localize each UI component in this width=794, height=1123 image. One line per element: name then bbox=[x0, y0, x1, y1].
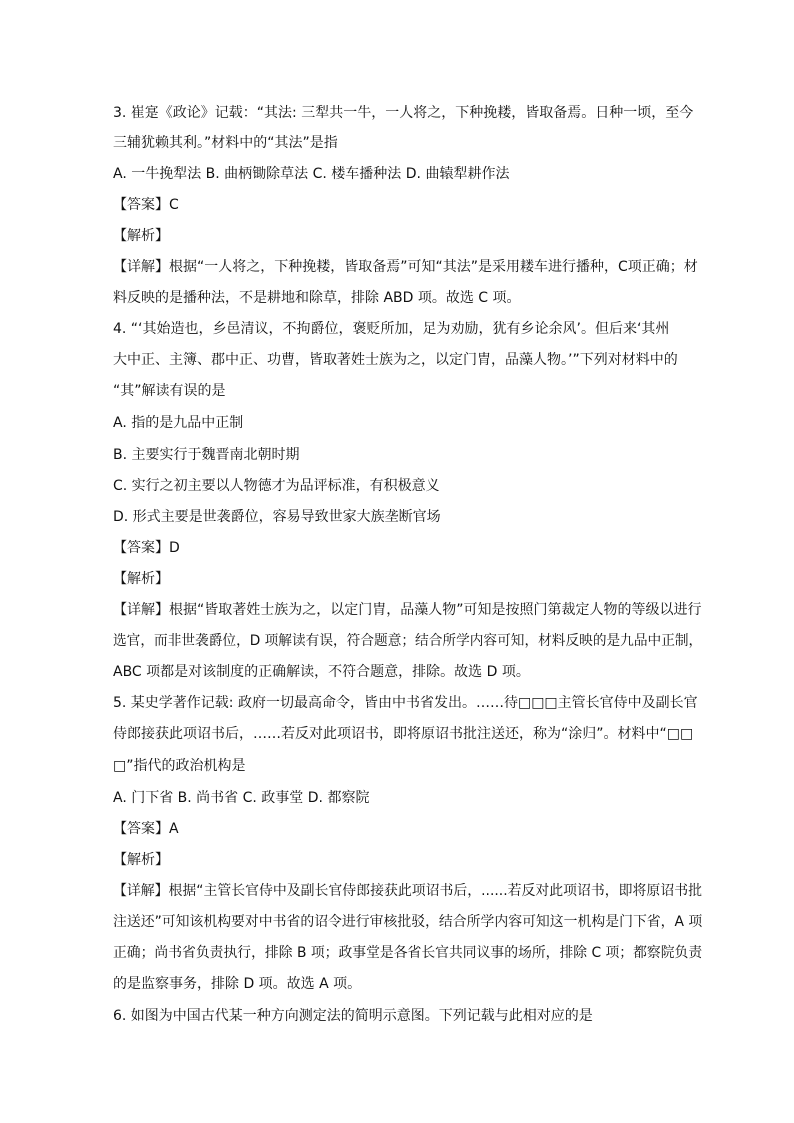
q5-detail-line4: 的是监察事务，排除 D 项。故选 A 项。 bbox=[113, 976, 362, 992]
q5-stem-line1: 5. 某史学著作记载: 政府一切最高命令，皆由中书省发出。……待□□□主管长官侍中及副长官 bbox=[113, 695, 698, 711]
q5-answer: 【答案】A bbox=[113, 821, 179, 837]
q5-stem-line2: 侍郎接获此项诏书后，……若反对此项诏书，即将原诏书批注送还，称为“涂归”。材料中“□□ bbox=[113, 726, 694, 742]
q3-analysis-label: 【解析】 bbox=[113, 228, 169, 244]
q4-detail-line2: 选官，而非世袭爵位，D 项解读有误，符合题意；结合所学内容可知，材料反映的是九品中正制， bbox=[113, 633, 703, 649]
q3-detail-line2: 料反映的是播种法，不是耕地和除草，排除 ABD 项。故选 C 项。 bbox=[113, 290, 521, 306]
q3-stem-line2: 三辅犹赖其利。”材料中的“其法”是指 bbox=[113, 135, 338, 151]
q4-answer: 【答案】D bbox=[113, 540, 180, 556]
q3-options: A. 一牛挽犁法 B. 曲柄锄除草法 C. 楼车播种法 D. 曲辕犁耕作法 bbox=[113, 166, 510, 182]
q4-detail-line1: 【详解】根据“皆取著姓士族为之，以定门胄，品藻人物”可知是按照门第裁定人物的等级以进行 bbox=[113, 602, 702, 618]
q5-detail-line3: 正确；尚书省负责执行，排除 B 项；政事堂是各省长官共同议事的场所，排除 C 项；都察院负责 bbox=[113, 945, 703, 961]
q4-detail-line3: ABC 项都是对该制度的正确解读，不符合题意，排除。故选 D 项。 bbox=[113, 664, 530, 680]
q4-stem-line2: 大中正、主簿、郡中正、功曹，皆取著姓士族为之，以定门胄，品藻人物。’”下列对材料中的 bbox=[113, 352, 678, 368]
q3-detail-line1: 【详解】根据“一人将之，下种挽耧，皆取备焉”可知“其法”是采用耧车进行播种，C项正确；材 bbox=[113, 259, 698, 275]
q5-stem-line3: □”指代的政治机构是 bbox=[113, 758, 246, 774]
q6-stem-line1: 6. 如图为中国古代某一种方向测定法的简明示意图。下列记载与此相对应的是 bbox=[113, 1008, 593, 1024]
q5-detail-line2: 注送还”可知该机构要对中书省的诏令进行审核批驳，结合所学内容可知这一机构是门下省，A 项 bbox=[113, 914, 703, 930]
q4-option-d: D. 形式主要是世袭爵位，容易导致世家大族垄断官场 bbox=[113, 509, 441, 525]
q4-option-b: B. 主要实行于魏晋南北朝时期 bbox=[113, 447, 300, 463]
q5-options: A. 门下省 B. 尚书省 C. 政事堂 D. 都察院 bbox=[113, 790, 370, 806]
q5-analysis-label: 【解析】 bbox=[113, 852, 169, 868]
q4-analysis-label: 【解析】 bbox=[113, 571, 169, 587]
q4-stem-line3: “其”解读有误的是 bbox=[113, 383, 226, 399]
q5-detail-line1: 【详解】根据“主管长官侍中及副长官侍郎接获此项诏书后，......若反对此项诏书，即将原诏书批 bbox=[113, 883, 702, 899]
q3-answer: 【答案】C bbox=[113, 197, 179, 213]
q4-option-a: A. 指的是九品中正制 bbox=[113, 415, 244, 431]
q4-option-c: C. 实行之初主要以人物德才为品评标准，有积极意义 bbox=[113, 478, 440, 494]
q3-stem-line1: 3. 崔寔《政论》记载：“其法: 三犁共一牛，一人将之，下种挽耧，皆取备焉。日种一顷，至今 bbox=[113, 105, 694, 121]
q4-stem-line1: 4. “‘其始造也，乡邑清议，不拘爵位，褒贬所加，足为劝励，犹有乡论余风’。但后来‘其州 bbox=[113, 321, 670, 337]
